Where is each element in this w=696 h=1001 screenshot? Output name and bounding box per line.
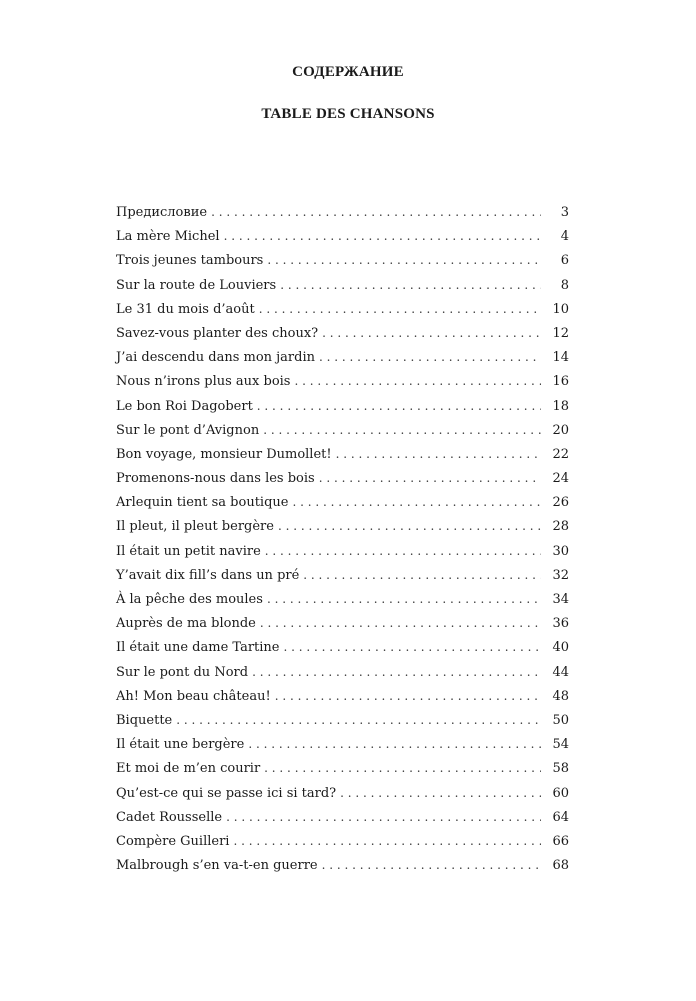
toc-entry-page-number: 20 [552, 422, 569, 438]
toc-entry [116, 447, 569, 471]
toc-dot-leader [294, 374, 541, 388]
toc-entry-page-number: 66 [552, 833, 569, 849]
toc-entry-title: Nous n’irons plus aux bois [116, 374, 291, 390]
toc-entry-page-number: 68 [552, 858, 569, 874]
toc-entry [116, 399, 569, 423]
toc-dot-leader [211, 205, 541, 219]
toc-entry [116, 592, 569, 616]
toc-entry-page-number: 44 [552, 664, 569, 680]
toc-entry-title: Malbrough s’en va-t-en guerre [116, 858, 318, 874]
toc-entry-page-number: 28 [552, 519, 569, 535]
toc-entry-title: Savez-vous planter des choux? [116, 325, 319, 341]
toc-entry-page-number: 48 [552, 688, 569, 704]
toc-dot-leader [260, 616, 541, 630]
toc-entry-title: Y’avait dix fill’s dans un pré [116, 567, 300, 583]
toc-entry-title: Biquette [116, 712, 173, 728]
toc-dot-leader [259, 302, 541, 316]
toc-entry-title: Auprès de ma blonde [116, 616, 256, 632]
toc-entry-page-number: 3 [560, 205, 569, 220]
toc-entry-page-number: 40 [552, 640, 569, 656]
toc-entry-page-number: 16 [552, 374, 569, 390]
toc-entry [116, 205, 569, 229]
toc-dot-leader [267, 592, 541, 606]
toc-dot-leader [264, 761, 541, 775]
toc-entry-page-number: 50 [552, 712, 569, 728]
toc-entry [116, 786, 569, 810]
toc-entry-title: Sur la route de Louviers [116, 277, 277, 293]
toc-entry-title: Qu’est-ce qui se passe ici si tard? [116, 785, 337, 801]
toc-entry-page-number: 6 [560, 253, 569, 269]
toc-dot-leader [319, 350, 541, 364]
toc-entry-page-number: 12 [552, 325, 569, 341]
toc-entry [116, 834, 569, 858]
toc-entry-title: Il pleut, il pleut bergère [116, 519, 274, 535]
toc-entry-title: Trois jeunes tambours [116, 253, 264, 269]
table-of-contents [116, 205, 569, 882]
toc-entry [116, 858, 569, 882]
toc-entry-page-number: 22 [552, 446, 569, 462]
toc-entry-title: Предисловие [116, 205, 208, 220]
toc-entry-page-number: 4 [560, 229, 569, 245]
toc-entry-page-number: 10 [552, 301, 569, 317]
toc-entry [116, 350, 569, 374]
toc-dot-leader [319, 471, 541, 485]
toc-entry-title: Cadet Rousselle [116, 809, 223, 825]
toc-entry-page-number: 8 [560, 277, 569, 293]
toc-entry-title: À la pêche des moules [116, 592, 263, 607]
toc-entry-title: Le bon Roi Dagobert [116, 398, 253, 414]
toc-entry [116, 737, 569, 761]
toc-entry [116, 326, 569, 350]
toc-dot-leader [265, 544, 541, 558]
toc-dot-leader [283, 640, 541, 654]
toc-entry [116, 495, 569, 519]
toc-entry-page-number: 14 [552, 350, 569, 366]
toc-dot-leader [267, 253, 541, 267]
toc-entry [116, 471, 569, 495]
toc-dot-leader [292, 495, 541, 509]
toc-entry [116, 423, 569, 447]
toc-dot-leader [248, 737, 541, 751]
toc-dot-leader [233, 834, 541, 848]
toc-dot-leader [322, 326, 541, 340]
toc-entry [116, 665, 569, 689]
toc-dot-leader [336, 447, 541, 461]
toc-entry-title: Compère Guilleri [116, 833, 230, 849]
toc-dot-leader [224, 229, 541, 243]
toc-entry-title: Il était un petit navire [116, 543, 261, 559]
toc-dot-leader [278, 519, 541, 533]
toc-entry [116, 519, 569, 543]
toc-entry-page-number: 18 [552, 398, 569, 414]
toc-entry-title: Et moi de m’en courir [116, 761, 261, 777]
toc-entry-page-number: 54 [552, 737, 569, 753]
toc-entry [116, 229, 569, 253]
toc-entry [116, 810, 569, 834]
toc-entry [116, 616, 569, 640]
toc-entry-title: Bon voyage, monsieur Dumollet! [116, 446, 332, 462]
toc-dot-leader [280, 278, 541, 292]
toc-entry-title: La mère Michel [116, 229, 220, 245]
toc-entry [116, 278, 569, 302]
toc-entry-title: Promenons-nous dans les bois [116, 471, 315, 487]
toc-dot-leader [275, 689, 541, 703]
toc-dot-leader [226, 810, 541, 824]
toc-entry-title: Ah! Mon beau château! [116, 688, 271, 704]
toc-entry-title: J’ai descendu dans mon jardin [116, 350, 315, 366]
toc-entry-title: Il était une dame Tartine [116, 640, 280, 656]
toc-entry [116, 302, 569, 326]
toc-entry [116, 713, 569, 737]
toc-entry-page-number: 24 [552, 471, 569, 487]
toc-dot-leader [176, 713, 541, 727]
toc-entry-title: Il était une bergère [116, 737, 245, 753]
toc-entry-title: Arlequin tient sa boutique [116, 495, 289, 511]
toc-entry [116, 374, 569, 398]
toc-entry-page-number: 60 [552, 785, 569, 801]
toc-entry-page-number: 64 [552, 809, 569, 825]
toc-entry-page-number: 34 [552, 592, 569, 607]
toc-dot-leader [252, 665, 541, 679]
toc-entry [116, 568, 569, 592]
toc-entry [116, 253, 569, 277]
toc-entry [116, 689, 569, 713]
toc-dot-leader [340, 786, 541, 800]
toc-entry [116, 544, 569, 568]
toc-entry-page-number: 26 [552, 495, 569, 511]
toc-dot-leader [263, 423, 541, 437]
toc-dot-leader [303, 568, 541, 582]
heading-french: TABLE DES CHANSONS [261, 106, 435, 122]
toc-dot-leader [257, 399, 541, 413]
toc-dot-leader [322, 858, 541, 872]
toc-entry-title: Sur le pont d’Avignon [116, 422, 260, 438]
toc-entry-title: Le 31 du mois d’août [116, 301, 255, 317]
toc-entry-page-number: 58 [552, 761, 569, 777]
toc-entry [116, 761, 569, 785]
toc-entry-page-number: 36 [552, 616, 569, 632]
toc-entry [116, 640, 569, 664]
toc-entry-title: Sur le pont du Nord [116, 664, 249, 680]
toc-entry-page-number: 30 [552, 543, 569, 559]
heading-russian: СОДЕРЖАНИЕ [292, 64, 404, 80]
toc-entry-page-number: 32 [552, 567, 569, 583]
